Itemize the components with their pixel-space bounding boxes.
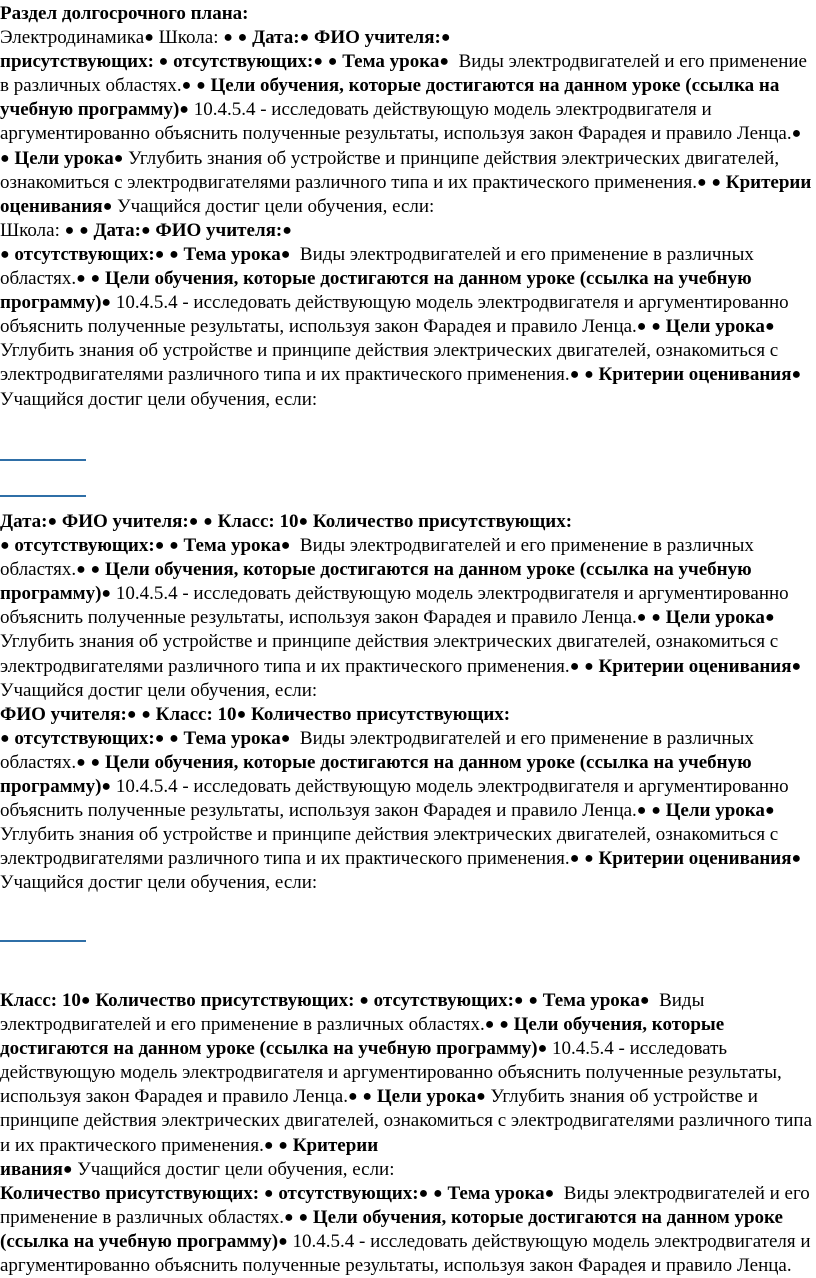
absent-label: отсутствующих:: [278, 1182, 419, 1204]
criteria-text: Учащийся достиг цели обучения, если:: [77, 1158, 395, 1180]
goals-text: 10.4.5.4 - исследовать действующую модель электродвигателя и аргументированно объяснить полученные результаты, используя закон Фарадея и правило Ленца.: [0, 1230, 811, 1277]
teacher-label: ФИО учителя:: [61, 511, 189, 532]
paragraph-4: ФИО учителя:● ● Класс: 10● Количество присутствующих: ● отсутствующих:● ● Тема урока● Виды электродвигателей и его применение в различных областях.● ● Цели обучения, которые достигаются на данном уроке (ссылка на учебную программу)● 10.4.5.4 - исследовать действующую модель электродвигателя и аргументированно объяснить полученные результаты, используя закон Фарадея и правило Ленца.● ● Цели урока● Углубить знания об устройстве и принципе действия электрических двигателей, ознакомиться с электродвигателями различного типа и их практического применения.● ● Критерии оценивания● Учащийся достиг цели обучения, если:: [0, 703, 802, 894]
underline-mark: [0, 459, 86, 461]
section-heading: Раздел долгосрочного плана:: [0, 3, 249, 24]
plan-block-2: [0, 510, 812, 896]
topic-label: Тема урока: [183, 535, 281, 557]
aims-label: Цели урока: [665, 800, 765, 822]
underline-mark: [0, 940, 86, 942]
date-label: Дата:: [0, 511, 48, 532]
goals-label: Цели обучения, которые достигаются на данном уроке (ссылка на учебную программу): [0, 1206, 783, 1252]
teacher-label: ФИО учителя:: [314, 27, 441, 49]
goals-label: Цели обучения, которые достигаются на данном уроке (ссылка на учебную программу): [0, 1014, 725, 1060]
criteria-text: Учащийся достиг цели обучения, если:: [0, 388, 318, 410]
topic-text: Виды электродвигателей и его применение в различных областях.: [0, 51, 807, 97]
aims-label: Цели урока: [665, 607, 765, 629]
aims-text: Углубить знания об устройстве и принципе действия электрических двигателей, ознакомиться с электродвигателями различного типа и их практического применения.: [0, 631, 779, 677]
goals-label: Цели обучения, которые достигаются на данном уроке (ссылка на учебную программу): [0, 751, 752, 798]
criteria-label-cut: ивания: [0, 1158, 63, 1180]
goals-label: Цели обучения, которые достигаются на данном уроке (ссылка на учебную программу): [0, 559, 752, 605]
section-name: Электродинамика: [0, 27, 145, 49]
count-label: Количество присутствующих:: [95, 990, 355, 1011]
aims-text: Углубить знания об устройстве и принципе действия электрических двигателей, ознакомиться с электродвигателями различного типа и их практического применения.: [0, 340, 779, 386]
topic-label: Тема урока: [447, 1182, 545, 1204]
count-label: Количество присутствующих:: [250, 703, 511, 725]
date-label: Дата:: [93, 219, 141, 241]
criteria-text: Учащийся достиг цели обучения, если:: [0, 872, 318, 894]
goals-label: Цели обучения, которые достигаются на данном уроке (ссылка на учебную программу): [0, 75, 780, 121]
criteria-label: Критерии оценивания: [598, 655, 792, 677]
topic-label: Тема урока: [342, 51, 440, 73]
absent-label: отсутствующих:: [173, 51, 314, 73]
topic-text: Виды электродвигателей и его применение в различных областях.: [0, 990, 705, 1036]
criteria-label: Критерии оценивания: [598, 848, 792, 870]
class-label: Класс: 10: [0, 990, 81, 1011]
school-label: Школа:: [0, 219, 60, 241]
present-label: присутствующих:: [0, 51, 154, 73]
goals-text: 10.4.5.4 - исследовать действующую модель электродвигателя и аргументированно объяснить полученные результаты, используя закон Фарадея и правило Ленца.: [0, 583, 789, 629]
topic-label: Тема урока: [542, 990, 640, 1011]
aims-label: Цели урока: [376, 1086, 477, 1108]
criteria-text: Учащийся достиг цели обучения, если:: [0, 679, 318, 701]
class-label: Класс: 10: [155, 703, 237, 725]
count-label: Количество присутствующих:: [312, 511, 573, 532]
count-label: Количество присутствующих:: [0, 1182, 260, 1204]
class-label: Класс: 10: [217, 511, 299, 532]
goals-text: 10.4.5.4 - исследовать действующую модель электродвигателя и аргументированно объяснить полученные результаты, используя закон Фарадея и правило Ленца.: [0, 776, 789, 822]
topic-label: Тема урока: [183, 727, 281, 749]
plan-block-3: [0, 989, 812, 1278]
goals-text: 10.4.5.4 - исследовать действующую модель электродвигателя и аргументированно объяснить полученные результаты, используя закон Фарадея и правило Ленца.: [0, 292, 789, 338]
topic-text: Виды электродвигателей и его применение в различных областях.: [0, 1182, 810, 1228]
criteria-label: Критерии оценивания: [0, 171, 812, 217]
underline-mark: [0, 495, 86, 497]
topic-label: Тема урока: [183, 243, 281, 265]
paragraph-6: Количество присутствующих: ● отсутствующих:● ● Тема урока● Виды электродвигателей и его применение в различных областях.● ● Цели обучения, которые достигаются на данном уроке (ссылка на учебную программу)● 10.4.5.4 - исследовать действующую модель электродвигателя и аргументированно объяснить полученные результаты, используя закон Фарадея и правило Ленца.: [0, 1182, 811, 1277]
absent-label: отсутствующих:: [14, 535, 155, 557]
teacher-label: ФИО учителя:: [155, 219, 283, 241]
date-label: Дата:: [252, 27, 300, 49]
plan-block-1: [0, 2, 812, 412]
aims-label: Цели урока: [665, 316, 765, 338]
topic-text: Виды электродвигателей и его применение в различных областях.: [0, 243, 754, 290]
aims-text: Углубить знания об устройстве и принципе действия электрических двигателей, ознакомиться с электродвигателями различного типа и их практического применения.: [0, 147, 780, 193]
goals-text: 10.4.5.4 - исследовать действующую модель электродвигателя и аргументированно объяснить полученные результаты, используя закон Фарадея и правило Ленца.: [0, 99, 792, 145]
school-label: Школа:: [158, 27, 219, 49]
aims-text: Углубить знания об устройстве и принципе действия электрических двигателей, ознакомиться с электродвигателями различного типа и их практического применения.: [0, 1086, 812, 1156]
criteria-label: Критерии оценивания: [598, 364, 792, 386]
topic-text: Виды электродвигателей и его применение в различных областях.: [0, 727, 754, 773]
paragraph-5: Класс: 10● Количество присутствующих: ● отсутствующих:● ● Тема урока● Виды электродвигателей и его применение в различных областях.● ● Цели обучения, которые достигаются на данном уроке (ссылка на учебную программу)● 10.4.5.4 - исследовать действующую модель электродвигателя и аргументированно объяснить полученные результаты, используя закон Фарадея и правило Ленца.● ● Цели урока● Углубить знания об устройстве и принципе действия электрических двигателей, ознакомиться с электродвигателями различного типа и их практического применения.● ● Критерии ивания● Учащийся достиг цели обучения, если:: [0, 990, 812, 1180]
paragraph-2: Школа: ● ● Дата:● ФИО учителя:● ● отсутствующих:● ● Тема урока● Виды электродвигателей и его применение в различных областях.● ● Цели обучения, которые достигаются на данном уроке (ссылка на учебную программу)● 10.4.5.4 - исследовать действующую модель электродвигателя и аргументированно объяснить полученные результаты, используя закон Фарадея и правило Ленца.● ● Цели урока● Углубить знания об устройстве и принципе действия электрических двигателей, ознакомиться с электродвигателями различного типа и их практического применения.● ● Критерии оценивания● Учащийся достиг цели обучения, если:: [0, 219, 802, 410]
absent-label: отсутствующих:: [373, 990, 514, 1011]
absent-label: отсутствующих:: [14, 243, 155, 265]
paragraph-3: Дата:● ФИО учителя:● ● Класс: 10● Количество присутствующих: ● отсутствующих:● ● Тема урока● Виды электродвигателей и его применение в различных областях.● ● Цели обучения, которые достигаются на данном уроке (ссылка на учебную программу)● 10.4.5.4 - исследовать действующую модель электродвигателя и аргументированно объяснить полученные результаты, используя закон Фарадея и правило Ленца.● ● Цели урока● Углубить знания об устройстве и принципе действия электрических двигателей, ознакомиться с электродвигателями различного типа и их практического применения.● ● Критерии оценивания● Учащийся достиг цели обучения, если:: [0, 511, 802, 701]
goals-text: 10.4.5.4 - исследовать действующую модель электродвигателя и аргументированно объяснить полученные результаты, используя закон Фарадея и правило Ленца.: [0, 1038, 782, 1108]
teacher-label: ФИО учителя:: [0, 703, 127, 725]
absent-label: отсутствующих:: [14, 727, 155, 749]
paragraph-1: Раздел долгосрочного плана: Электродинамика● Школа: ● ● Дата:● ФИО учителя:● присутствующих: ● отсутствующих:● ● Тема урока● Виды электродвигателей и его применение в различных областях.● ● Цели обучения, которые достигаются на данном уроке (ссылка на учебную программу)● 10.4.5.4 - исследовать действующую модель электродвигателя и аргументированно объяснить полученные результаты, используя закон Фарадея и правило Ленца.● ● Цели урока● Углубить знания об устройстве и принципе действия электрических двигателей, ознакомиться с электродвигателями различного типа и их практического применения.● ● Критерии оценивания● Учащийся достиг цели обучения, если:: [0, 3, 812, 217]
aims-text: Углубить знания об устройстве и принципе действия электрических двигателей, ознакомиться с электродвигателями различного типа и их практического применения.: [0, 824, 779, 870]
aims-label: Цели урока: [14, 147, 114, 169]
goals-label: Цели обучения, которые достигаются на данном уроке (ссылка на учебную программу): [0, 268, 752, 314]
topic-text: Виды электродвигателей и его применение в различных областях.: [0, 535, 754, 581]
criteria-text: Учащийся достиг цели обучения, если:: [117, 195, 435, 217]
